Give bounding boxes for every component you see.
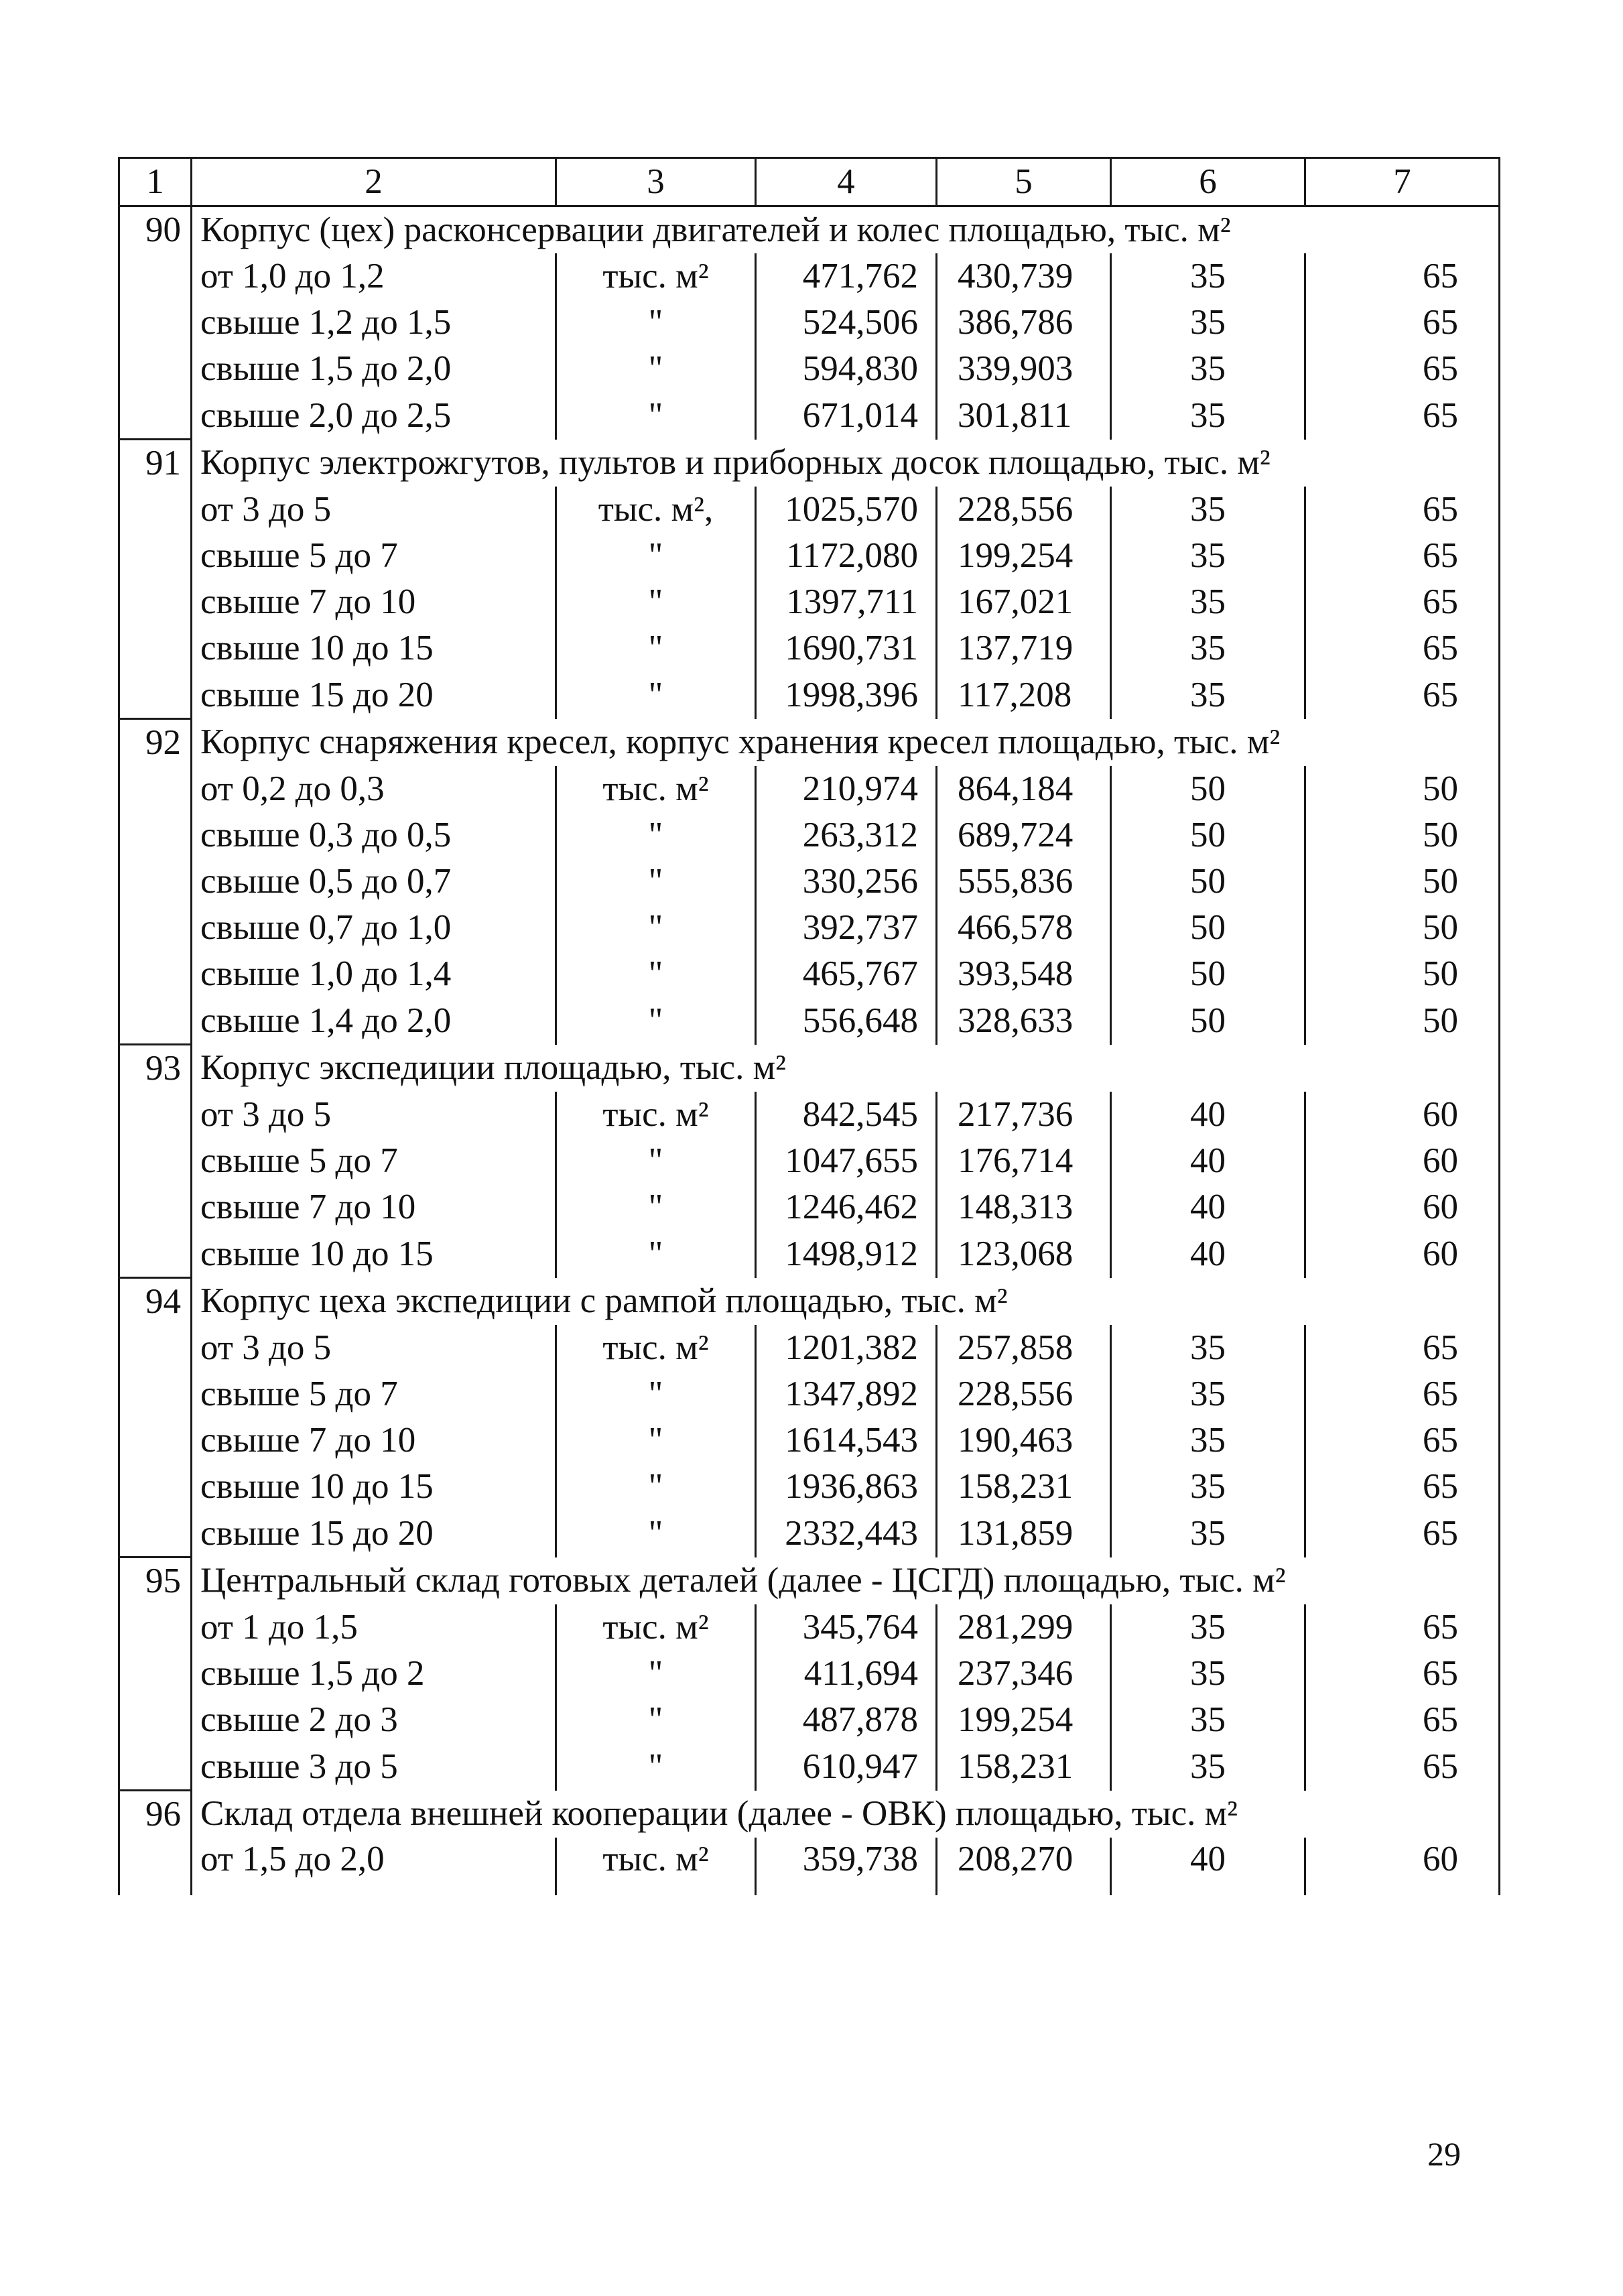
range-cell: свыше 7 до 10 [192, 1184, 556, 1230]
value-cell-col7: 65 [1305, 579, 1500, 625]
row-number-cell [119, 487, 192, 533]
value-cell-col6: 35 [1111, 1510, 1305, 1557]
table-row [119, 997, 1500, 1045]
range-cell: свыше 15 до 20 [192, 1510, 556, 1557]
value-cell-col7: 65 [1305, 625, 1500, 672]
row-number-cell [119, 1184, 192, 1230]
value-cell-col5: 301,811 [937, 392, 1111, 440]
value-cell-col6: 35 [1111, 253, 1305, 300]
table-row [119, 1184, 1500, 1230]
value-cell-col7: 50 [1305, 858, 1500, 905]
unit-cell: тыс. м² [556, 1604, 756, 1651]
table-row [119, 1092, 1500, 1138]
table-row [119, 579, 1500, 625]
unit-cell: " [556, 1697, 756, 1743]
value-cell-col4: 465,767 [756, 951, 937, 997]
section-row [119, 1045, 1500, 1092]
value-cell-col7: 65 [1305, 1371, 1500, 1417]
value-cell-col7: 65 [1305, 346, 1500, 392]
value-cell-col4: 359,738 [756, 1838, 937, 1895]
row-number-cell [119, 253, 192, 300]
table-row [119, 905, 1500, 951]
value-cell-col6: 35 [1111, 533, 1305, 579]
unit-cell: тыс. м² [556, 766, 756, 812]
value-cell-col5: 148,313 [937, 1184, 1111, 1230]
value-cell-col4: 610,947 [756, 1743, 937, 1791]
value-cell-col6: 40 [1111, 1092, 1305, 1138]
value-cell-col5: 137,719 [937, 625, 1111, 672]
row-number-cell [119, 812, 192, 858]
value-cell-col4: 524,506 [756, 300, 937, 346]
unit-cell: " [556, 1184, 756, 1230]
value-cell-col5: 131,859 [937, 1510, 1111, 1557]
value-cell-col5: 555,836 [937, 858, 1111, 905]
value-cell-col4: 1347,892 [756, 1371, 937, 1417]
section-number: 94 [119, 1278, 192, 1326]
unit-cell: " [556, 1138, 756, 1184]
value-cell-col5: 158,231 [937, 1464, 1111, 1510]
value-cell-col4: 1025,570 [756, 487, 937, 533]
range-cell: свыше 1,5 до 2 [192, 1651, 556, 1697]
value-cell-col4: 210,974 [756, 766, 937, 812]
range-cell: от 0,2 до 0,3 [192, 766, 556, 812]
unit-cell: " [556, 346, 756, 392]
unit-cell: " [556, 625, 756, 672]
value-cell-col7: 65 [1305, 672, 1500, 719]
value-cell-col4: 2332,443 [756, 1510, 937, 1557]
row-number-cell [119, 579, 192, 625]
section-number: 90 [119, 206, 192, 254]
value-cell-col4: 1614,543 [756, 1417, 937, 1464]
column-header: 1 [119, 158, 192, 206]
section-title: Корпус снаряжения кресел, корпус хранения кресел площадью, тыс. м² [192, 719, 1500, 767]
section-row [119, 206, 1500, 254]
section-number: 92 [119, 719, 192, 767]
value-cell-col5: 689,724 [937, 812, 1111, 858]
table-row [119, 1604, 1500, 1651]
unit-cell: " [556, 1417, 756, 1464]
value-cell-col4: 487,878 [756, 1697, 937, 1743]
value-cell-col6: 40 [1111, 1230, 1305, 1278]
table-row [119, 1838, 1500, 1895]
unit-cell: " [556, 1371, 756, 1417]
value-cell-col6: 35 [1111, 1464, 1305, 1510]
row-number-cell [119, 392, 192, 440]
value-cell-col6: 35 [1111, 672, 1305, 719]
value-cell-col7: 65 [1305, 392, 1500, 440]
column-header: 4 [756, 158, 937, 206]
range-cell: свыше 5 до 7 [192, 533, 556, 579]
table-row [119, 766, 1500, 812]
value-cell-col6: 35 [1111, 346, 1305, 392]
unit-cell: " [556, 672, 756, 719]
range-cell: свыше 10 до 15 [192, 625, 556, 672]
table-row [119, 951, 1500, 997]
section-row [119, 1791, 1500, 1838]
value-cell-col6: 35 [1111, 487, 1305, 533]
value-cell-col7: 65 [1305, 1604, 1500, 1651]
range-cell: свыше 2 до 3 [192, 1697, 556, 1743]
value-cell-col4: 1998,396 [756, 672, 937, 719]
range-cell: от 1 до 1,5 [192, 1604, 556, 1651]
row-number-cell [119, 858, 192, 905]
table-row [119, 1230, 1500, 1278]
row-number-cell [119, 1697, 192, 1743]
value-cell-col6: 35 [1111, 392, 1305, 440]
value-cell-col4: 330,256 [756, 858, 937, 905]
row-number-cell [119, 625, 192, 672]
table-row [119, 1417, 1500, 1464]
value-cell-col4: 345,764 [756, 1604, 937, 1651]
table-row [119, 487, 1500, 533]
range-cell: свыше 5 до 7 [192, 1138, 556, 1184]
value-cell-col7: 60 [1305, 1838, 1500, 1895]
section-number: 95 [119, 1557, 192, 1605]
value-cell-col7: 50 [1305, 997, 1500, 1045]
value-cell-col6: 50 [1111, 951, 1305, 997]
value-cell-col4: 1047,655 [756, 1138, 937, 1184]
range-cell: от 3 до 5 [192, 1092, 556, 1138]
value-cell-col5: 228,556 [937, 487, 1111, 533]
unit-cell: тыс. м² [556, 253, 756, 300]
value-cell-col5: 393,548 [937, 951, 1111, 997]
value-cell-col5: 430,739 [937, 253, 1111, 300]
value-cell-col4: 1201,382 [756, 1325, 937, 1371]
value-cell-col5: 281,299 [937, 1604, 1111, 1651]
range-cell: свыше 0,7 до 1,0 [192, 905, 556, 951]
value-cell-col7: 65 [1305, 1651, 1500, 1697]
table-row [119, 1138, 1500, 1184]
value-cell-col4: 411,694 [756, 1651, 937, 1697]
value-cell-col7: 50 [1305, 905, 1500, 951]
value-cell-col4: 1172,080 [756, 533, 937, 579]
range-cell: свыше 2,0 до 2,5 [192, 392, 556, 440]
value-cell-col6: 35 [1111, 625, 1305, 672]
value-cell-col5: 123,068 [937, 1230, 1111, 1278]
section-title: Склад отдела внешней кооперации (далее - ОВК) площадью, тыс. м² [192, 1791, 1500, 1838]
column-header: 5 [937, 158, 1111, 206]
value-cell-col6: 35 [1111, 1417, 1305, 1464]
row-number-cell [119, 1325, 192, 1371]
range-cell: свыше 5 до 7 [192, 1371, 556, 1417]
unit-cell: " [556, 533, 756, 579]
section-title: Корпус цеха экспедиции с рампой площадью, тыс. м² [192, 1278, 1500, 1326]
value-cell-col4: 671,014 [756, 392, 937, 440]
value-cell-col4: 842,545 [756, 1092, 937, 1138]
row-number-cell [119, 1604, 192, 1651]
range-cell: от 3 до 5 [192, 1325, 556, 1371]
range-cell: свыше 7 до 10 [192, 1417, 556, 1464]
value-cell-col6: 50 [1111, 812, 1305, 858]
row-number-cell [119, 1371, 192, 1417]
value-cell-col5: 386,786 [937, 300, 1111, 346]
row-number-cell [119, 766, 192, 812]
range-cell: свыше 1,2 до 1,5 [192, 300, 556, 346]
value-cell-col7: 65 [1305, 1743, 1500, 1791]
value-cell-col4: 1936,863 [756, 1464, 937, 1510]
value-cell-col5: 167,021 [937, 579, 1111, 625]
row-number-cell [119, 1417, 192, 1464]
table-row [119, 346, 1500, 392]
row-number-cell [119, 905, 192, 951]
data-table [118, 157, 1500, 1895]
unit-cell: " [556, 951, 756, 997]
value-cell-col7: 60 [1305, 1138, 1500, 1184]
value-cell-col5: 257,858 [937, 1325, 1111, 1371]
value-cell-col7: 50 [1305, 951, 1500, 997]
value-cell-col7: 65 [1305, 1325, 1500, 1371]
section-row [119, 1278, 1500, 1326]
table-row [119, 1325, 1500, 1371]
table-row [119, 1651, 1500, 1697]
column-header: 6 [1111, 158, 1305, 206]
value-cell-col7: 50 [1305, 812, 1500, 858]
value-cell-col4: 1246,462 [756, 1184, 937, 1230]
value-cell-col6: 40 [1111, 1184, 1305, 1230]
value-cell-col7: 60 [1305, 1092, 1500, 1138]
table-row [119, 1464, 1500, 1510]
range-cell: свыше 1,5 до 2,0 [192, 346, 556, 392]
value-cell-col6: 40 [1111, 1138, 1305, 1184]
value-cell-col6: 50 [1111, 858, 1305, 905]
range-cell: свыше 10 до 15 [192, 1230, 556, 1278]
column-header: 3 [556, 158, 756, 206]
unit-cell: " [556, 1743, 756, 1791]
value-cell-col6: 35 [1111, 1604, 1305, 1651]
range-cell: свыше 15 до 20 [192, 672, 556, 719]
value-cell-col6: 35 [1111, 1325, 1305, 1371]
range-cell: свыше 1,4 до 2,0 [192, 997, 556, 1045]
value-cell-col5: 228,556 [937, 1371, 1111, 1417]
unit-cell: " [556, 1464, 756, 1510]
value-cell-col4: 594,830 [756, 346, 937, 392]
value-cell-col7: 65 [1305, 533, 1500, 579]
unit-cell: " [556, 858, 756, 905]
value-cell-col6: 50 [1111, 997, 1305, 1045]
row-number-cell [119, 1510, 192, 1557]
value-cell-col5: 339,903 [937, 346, 1111, 392]
table-row [119, 1697, 1500, 1743]
value-cell-col6: 50 [1111, 766, 1305, 812]
value-cell-col6: 35 [1111, 1743, 1305, 1791]
row-number-cell [119, 1743, 192, 1791]
range-cell: свыше 0,5 до 0,7 [192, 858, 556, 905]
value-cell-col4: 556,648 [756, 997, 937, 1045]
row-number-cell [119, 533, 192, 579]
range-cell: свыше 3 до 5 [192, 1743, 556, 1791]
value-cell-col6: 50 [1111, 905, 1305, 951]
value-cell-col6: 35 [1111, 1697, 1305, 1743]
value-cell-col6: 35 [1111, 1371, 1305, 1417]
unit-cell: " [556, 1651, 756, 1697]
value-cell-col5: 208,270 [937, 1838, 1111, 1895]
header-row [119, 158, 1500, 206]
row-number-cell [119, 672, 192, 719]
section-number: 96 [119, 1791, 192, 1838]
unit-cell: " [556, 1230, 756, 1278]
section-number: 91 [119, 440, 192, 487]
value-cell-col4: 1498,912 [756, 1230, 937, 1278]
section-title: Корпус экспедиции площадью, тыс. м² [192, 1045, 1500, 1092]
value-cell-col4: 1690,731 [756, 625, 937, 672]
table-row [119, 300, 1500, 346]
value-cell-col5: 117,208 [937, 672, 1111, 719]
table-row [119, 1510, 1500, 1557]
section-title: Центральный склад готовых деталей (далее - ЦСГД) площадью, тыс. м² [192, 1557, 1500, 1605]
section-title: Корпус (цех) расконсервации двигателей и колес площадью, тыс. м² [192, 206, 1500, 254]
value-cell-col7: 65 [1305, 300, 1500, 346]
unit-cell: тыс. м² [556, 1092, 756, 1138]
row-number-cell [119, 346, 192, 392]
unit-cell: тыс. м², [556, 487, 756, 533]
value-cell-col7: 65 [1305, 1417, 1500, 1464]
section-row [119, 1557, 1500, 1605]
value-cell-col5: 237,346 [937, 1651, 1111, 1697]
table-row [119, 392, 1500, 440]
value-cell-col7: 65 [1305, 1464, 1500, 1510]
unit-cell: тыс. м² [556, 1325, 756, 1371]
unit-cell: " [556, 997, 756, 1045]
row-number-cell [119, 1138, 192, 1184]
unit-cell: " [556, 579, 756, 625]
section-number: 93 [119, 1045, 192, 1092]
value-cell-col4: 263,312 [756, 812, 937, 858]
row-number-cell [119, 1838, 192, 1895]
row-number-cell [119, 1464, 192, 1510]
value-cell-col5: 199,254 [937, 1697, 1111, 1743]
table-row [119, 1743, 1500, 1791]
row-number-cell [119, 951, 192, 997]
range-cell: свыше 7 до 10 [192, 579, 556, 625]
range-cell: свыше 1,0 до 1,4 [192, 951, 556, 997]
range-cell: свыше 0,3 до 0,5 [192, 812, 556, 858]
value-cell-col7: 65 [1305, 253, 1500, 300]
unit-cell: тыс. м² [556, 1838, 756, 1895]
page-number: 29 [1427, 2135, 1461, 2173]
value-cell-col5: 864,184 [937, 766, 1111, 812]
section-row [119, 440, 1500, 487]
table-row [119, 625, 1500, 672]
value-cell-col6: 40 [1111, 1838, 1305, 1895]
table-row [119, 858, 1500, 905]
value-cell-col5: 217,736 [937, 1092, 1111, 1138]
range-cell: свыше 10 до 15 [192, 1464, 556, 1510]
value-cell-col5: 328,633 [937, 997, 1111, 1045]
value-cell-col6: 35 [1111, 579, 1305, 625]
value-cell-col4: 471,762 [756, 253, 937, 300]
value-cell-col7: 65 [1305, 1697, 1500, 1743]
value-cell-col5: 190,463 [937, 1417, 1111, 1464]
table-row [119, 672, 1500, 719]
row-number-cell [119, 300, 192, 346]
table-row [119, 253, 1500, 300]
unit-cell: " [556, 1510, 756, 1557]
table-row [119, 1371, 1500, 1417]
value-cell-col5: 199,254 [937, 533, 1111, 579]
value-cell-col7: 65 [1305, 487, 1500, 533]
value-cell-col5: 466,578 [937, 905, 1111, 951]
value-cell-col5: 158,231 [937, 1743, 1111, 1791]
unit-cell: " [556, 905, 756, 951]
range-cell: от 3 до 5 [192, 487, 556, 533]
value-cell-col4: 392,737 [756, 905, 937, 951]
value-cell-col4: 1397,711 [756, 579, 937, 625]
row-number-cell [119, 997, 192, 1045]
unit-cell: " [556, 812, 756, 858]
column-header: 2 [192, 158, 556, 206]
range-cell: от 1,0 до 1,2 [192, 253, 556, 300]
value-cell-col7: 60 [1305, 1184, 1500, 1230]
value-cell-col7: 65 [1305, 1510, 1500, 1557]
value-cell-col7: 50 [1305, 766, 1500, 812]
value-cell-col6: 35 [1111, 1651, 1305, 1697]
row-number-cell [119, 1230, 192, 1278]
value-cell-col7: 60 [1305, 1230, 1500, 1278]
value-cell-col5: 176,714 [937, 1138, 1111, 1184]
row-number-cell [119, 1651, 192, 1697]
value-cell-col6: 35 [1111, 300, 1305, 346]
table-row [119, 812, 1500, 858]
section-row [119, 719, 1500, 767]
section-title: Корпус электрожгутов, пультов и приборных досок площадью, тыс. м² [192, 440, 1500, 487]
row-number-cell [119, 1092, 192, 1138]
unit-cell: " [556, 300, 756, 346]
unit-cell: " [556, 392, 756, 440]
column-header: 7 [1305, 158, 1500, 206]
table-row [119, 533, 1500, 579]
range-cell: от 1,5 до 2,0 [192, 1838, 556, 1895]
table-body [119, 158, 1500, 1896]
